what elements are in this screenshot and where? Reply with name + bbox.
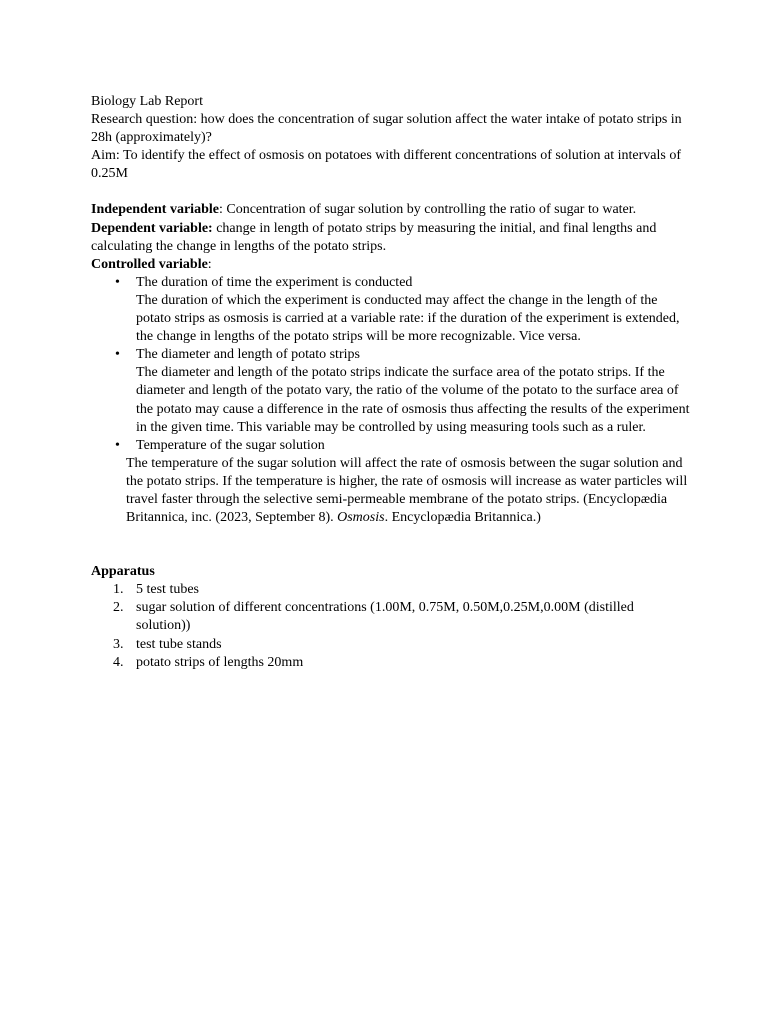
controlled-variable-heading: [91, 256, 691, 274]
dependent-variable-text: change in length of potato strips by measuring the initial, and final lengths and calculating the change in lengths of the potato strips.: [91, 220, 657, 254]
bullet-icon: •: [115, 274, 120, 290]
document-title: Biology Lab Report: [91, 94, 203, 109]
spacer: [91, 527, 691, 545]
list-item-text: test tube stands: [136, 636, 222, 652]
independent-variable-text: : Concentration of sugar solution by controlling the ratio of sugar to water.: [218, 202, 637, 218]
bullet-icon: •: [115, 347, 120, 363]
independent-variable: [91, 201, 691, 219]
list-item-body: The duration of which the experiment is conducted may affect the change in the length of the potato strips as osmosis is carried at a variable rate: if the duration of the experiment is extended, the change in lengths of the potato strips will be more recognizable. Vice versa.: [136, 292, 680, 345]
citation-title: Osmosis: [337, 510, 385, 526]
dependent-variable: [91, 220, 691, 256]
controlled-variable-list: [91, 274, 691, 455]
list-item: [91, 599, 691, 635]
list-item: [91, 437, 691, 455]
list-item-title: The diameter and length of potato strips: [136, 347, 360, 363]
controlled-variable-label: Controlled variable: [91, 256, 208, 272]
list-item: [91, 581, 691, 599]
apparatus-heading-label: Apparatus: [91, 564, 155, 580]
list-item-body: The diameter and length of the potato strips indicate the surface area of the potato strips. If the diameter and length of the potato vary, the ratio of the volume of the potato to the surface area of the potato may cause a difference in the rate of osmosis thus affecting the results of the experiment in the given time. This variable may be controlled by using measuring tools such as a ruler.: [136, 365, 690, 435]
independent-variable-label: Independent variable: [91, 202, 219, 218]
list-item: [91, 346, 691, 436]
aim: Aim: To identify the effect of osmosis on potatoes with different concentrations of solution at intervals of 0.25M: [91, 148, 682, 182]
temperature-paragraph: [91, 455, 691, 527]
bullet-icon: •: [115, 437, 120, 453]
list-item: [91, 636, 691, 654]
list-item-text: 5 test tubes: [136, 582, 199, 598]
temperature-paragraph-text: The temperature of the sugar solution will affect the rate of osmosis between the sugar solution and the potato strips. If the temperature is higher, the rate of osmosis will increase as water particles will travel faster through the selective semi-permeable membrane of the potato strips. (Encyclopædia Britannica, inc. (2023, September 8).: [126, 455, 688, 526]
controlled-variable-colon: :: [207, 256, 212, 272]
list-item-number: 1.: [113, 582, 124, 598]
apparatus-list: [91, 581, 691, 671]
list-item-number: 2.: [113, 600, 124, 616]
list-item-number: 3.: [113, 636, 124, 652]
spacer: [91, 545, 691, 563]
research-question: Research question: how does the concentration of sugar solution affect the water intake of potato strips in 28h (approximately)?: [91, 112, 682, 146]
list-item-text: sugar solution of different concentrations (1.00M, 0.75M, 0.50M,0.25M,0.00M (distilled solution)): [136, 600, 634, 634]
list-item-title: The duration of time the experiment is conducted: [136, 274, 413, 290]
list-item: [91, 654, 691, 672]
document-page: [91, 93, 691, 672]
spacer: [91, 183, 691, 201]
list-item: [91, 274, 691, 346]
apparatus-heading: [91, 563, 691, 581]
dependent-variable-label: Dependent variable:: [91, 220, 213, 236]
temperature-paragraph-end: . Encyclopædia Britannica.): [384, 510, 541, 526]
list-item-number: 4.: [113, 654, 124, 670]
list-item-text: potato strips of lengths 20mm: [136, 654, 304, 670]
list-item-title: Temperature of the sugar solution: [136, 437, 325, 453]
